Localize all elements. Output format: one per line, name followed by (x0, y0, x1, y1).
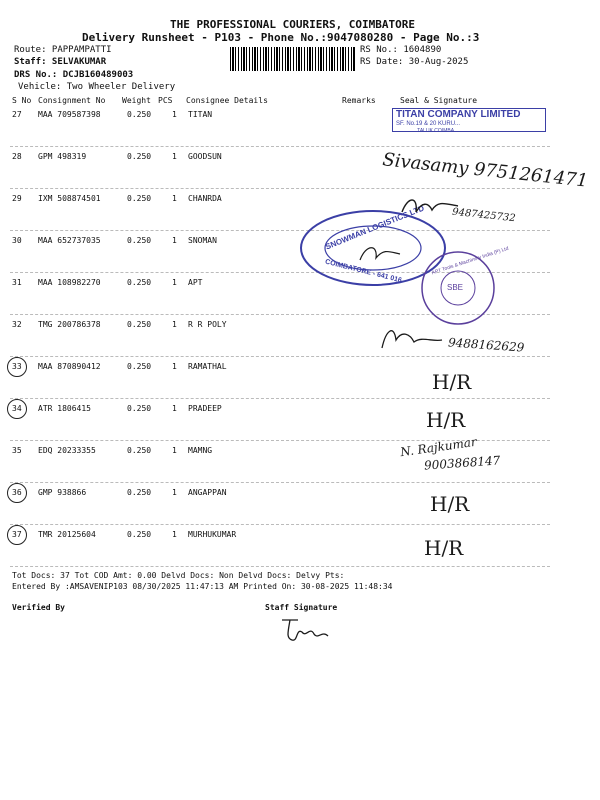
row-consignment: TMR 20125604 (38, 530, 96, 539)
row-consignee: R R POLY (188, 320, 227, 329)
signature-30 (356, 240, 406, 270)
signature-32 (378, 320, 448, 354)
col-consignee: Consignee Details (186, 96, 268, 105)
handwritten-hr-33: H/R (432, 370, 472, 394)
row-consignment: MAA 652737035 (38, 236, 101, 245)
col-remarks: Remarks (342, 96, 376, 105)
staff-label: Staff: SELVAKUMAR (14, 57, 107, 67)
rs-date: RS Date: 30-Aug-2025 (360, 57, 469, 67)
row-consignment: EDQ 20233355 (38, 446, 96, 455)
row-consignment: IXM 508874501 (38, 194, 101, 203)
col-consignment: Consignment No (38, 96, 106, 105)
row-sno: 37 (12, 530, 22, 539)
handwritten-receiver-28: Sivasamy 9751261471 (381, 149, 589, 192)
staff-signature (276, 614, 336, 646)
row-consignee: GOODSUN (188, 152, 222, 161)
titan-stamp-name: TITAN COMPANY LIMITED (396, 109, 521, 120)
row-sno: 36 (12, 488, 22, 497)
row-sno: 28 (12, 152, 22, 161)
row-divider (10, 566, 550, 567)
row-consignment: MAA 709587398 (38, 110, 101, 119)
handwritten-phone-32: 9488162629 (447, 335, 525, 355)
row-pcs: 1 (172, 236, 177, 245)
row-consignment: TMG 200786378 (38, 320, 101, 329)
titan-stamp-city: ...TALUK COIMBA... (413, 128, 459, 134)
row-consignment: MAA 870890412 (38, 362, 101, 371)
row-consignee: CHANRDA (188, 194, 222, 203)
col-weight: Weight (122, 96, 151, 105)
row-pcs: 1 (172, 320, 177, 329)
apt-stamp-center: SBE (447, 283, 464, 292)
row-pcs: 1 (172, 152, 177, 161)
col-pcs: PCS (158, 96, 173, 105)
verified-by-label: Verified By (12, 603, 65, 612)
drs-label: DRS No.: DCJB160489003 (14, 70, 134, 80)
titan-stamp-address: SF. No.19 & 20 KURU... (396, 121, 461, 127)
row-consignee: TITAN (188, 110, 213, 119)
doc-title: THE PROFESSIONAL COURIERS, COIMBATORE (170, 18, 416, 31)
totals-line: Tot Docs: 37 Tot COD Amt: 0.00 Delvd Docs: Non Delvd Docs: Delvy Pts: (12, 571, 345, 580)
vehicle-label: Vehicle: Two Wheeler Delivery (18, 82, 176, 92)
row-sno: 27 (12, 110, 22, 119)
row-weight: 0.250 (127, 194, 152, 203)
snowman-stamp-name: SNOWMAN LOGISTICS LTD (324, 203, 426, 252)
handwritten-hr-37: H/R (424, 536, 464, 560)
row-weight: 0.250 (127, 236, 152, 245)
rs-no: RS No.: 1604890 (360, 45, 442, 55)
handwritten-hr-36: H/R (430, 492, 470, 516)
row-divider (10, 524, 550, 525)
row-pcs: 1 (172, 278, 177, 287)
route-label: Route: PAPPAMPATTI (14, 45, 112, 55)
handwritten-hr-34: H/R (426, 408, 466, 432)
row-consignment: GPM 498319 (38, 152, 87, 161)
entered-by-line: Entered By :AMSAVENIP103 08/30/2025 11:47:13 AM Printed On: 30-08-2025 11:48:34 (12, 582, 393, 591)
row-consignment: GMP 938866 (38, 488, 87, 497)
barcode (230, 47, 355, 71)
row-consignee: APT (188, 278, 203, 287)
apt-stamp-ring: APT Tools & Machinery India (P) Ltd (431, 245, 510, 277)
row-pcs: 1 (172, 488, 177, 497)
row-consignee: MAMNG (188, 446, 213, 455)
row-consignee: RAMATHAL (188, 362, 227, 371)
row-divider (10, 398, 550, 399)
handwritten-phone-35: 9003868147 (423, 453, 501, 473)
row-weight: 0.250 (127, 488, 152, 497)
row-sno: 30 (12, 236, 22, 245)
row-weight: 0.250 (127, 152, 152, 161)
row-divider (10, 482, 550, 483)
row-weight: 0.250 (127, 362, 152, 371)
row-pcs: 1 (172, 362, 177, 371)
row-divider (10, 356, 550, 357)
row-sno: 33 (12, 362, 22, 371)
row-consignee: ANGAPPAN (188, 488, 227, 497)
row-sno: 32 (12, 320, 22, 329)
titan-stamp (392, 108, 546, 132)
staff-signature-label: Staff Signature (265, 603, 338, 612)
col-sno: S No (12, 96, 32, 105)
col-seal-signature: Seal & Signature (400, 96, 478, 105)
row-sno: 34 (12, 404, 22, 413)
row-pcs: 1 (172, 194, 177, 203)
row-weight: 0.250 (127, 110, 152, 119)
handwritten-phone-29: 9487425732 (451, 206, 517, 225)
row-sno: 35 (12, 446, 22, 455)
row-divider (10, 188, 550, 189)
row-weight: 0.250 (127, 446, 152, 455)
row-weight: 0.250 (127, 530, 152, 539)
row-sno: 31 (12, 278, 22, 287)
row-pcs: 1 (172, 404, 177, 413)
row-weight: 0.250 (127, 320, 152, 329)
snowman-stamp-city: COIMBATORE - 641 016 (324, 258, 403, 285)
row-pcs: 1 (172, 530, 177, 539)
handwritten-name-35: N. Rajkumar (399, 434, 478, 460)
row-sno: 29 (12, 194, 22, 203)
row-divider (10, 146, 550, 147)
row-consignee: MURHUKUMAR (188, 530, 237, 539)
row-pcs: 1 (172, 446, 177, 455)
row-pcs: 1 (172, 110, 177, 119)
row-weight: 0.250 (127, 278, 152, 287)
row-consignment: MAA 108982270 (38, 278, 101, 287)
row-consignment: ATR 1806415 (38, 404, 91, 413)
row-consignee: SNOMAN (188, 236, 217, 245)
row-weight: 0.250 (127, 404, 152, 413)
doc-subtitle: Delivery Runsheet - P103 - Phone No.:9047080280 - Page No.:3 (82, 31, 480, 44)
row-consignee: PRADEEP (188, 404, 222, 413)
